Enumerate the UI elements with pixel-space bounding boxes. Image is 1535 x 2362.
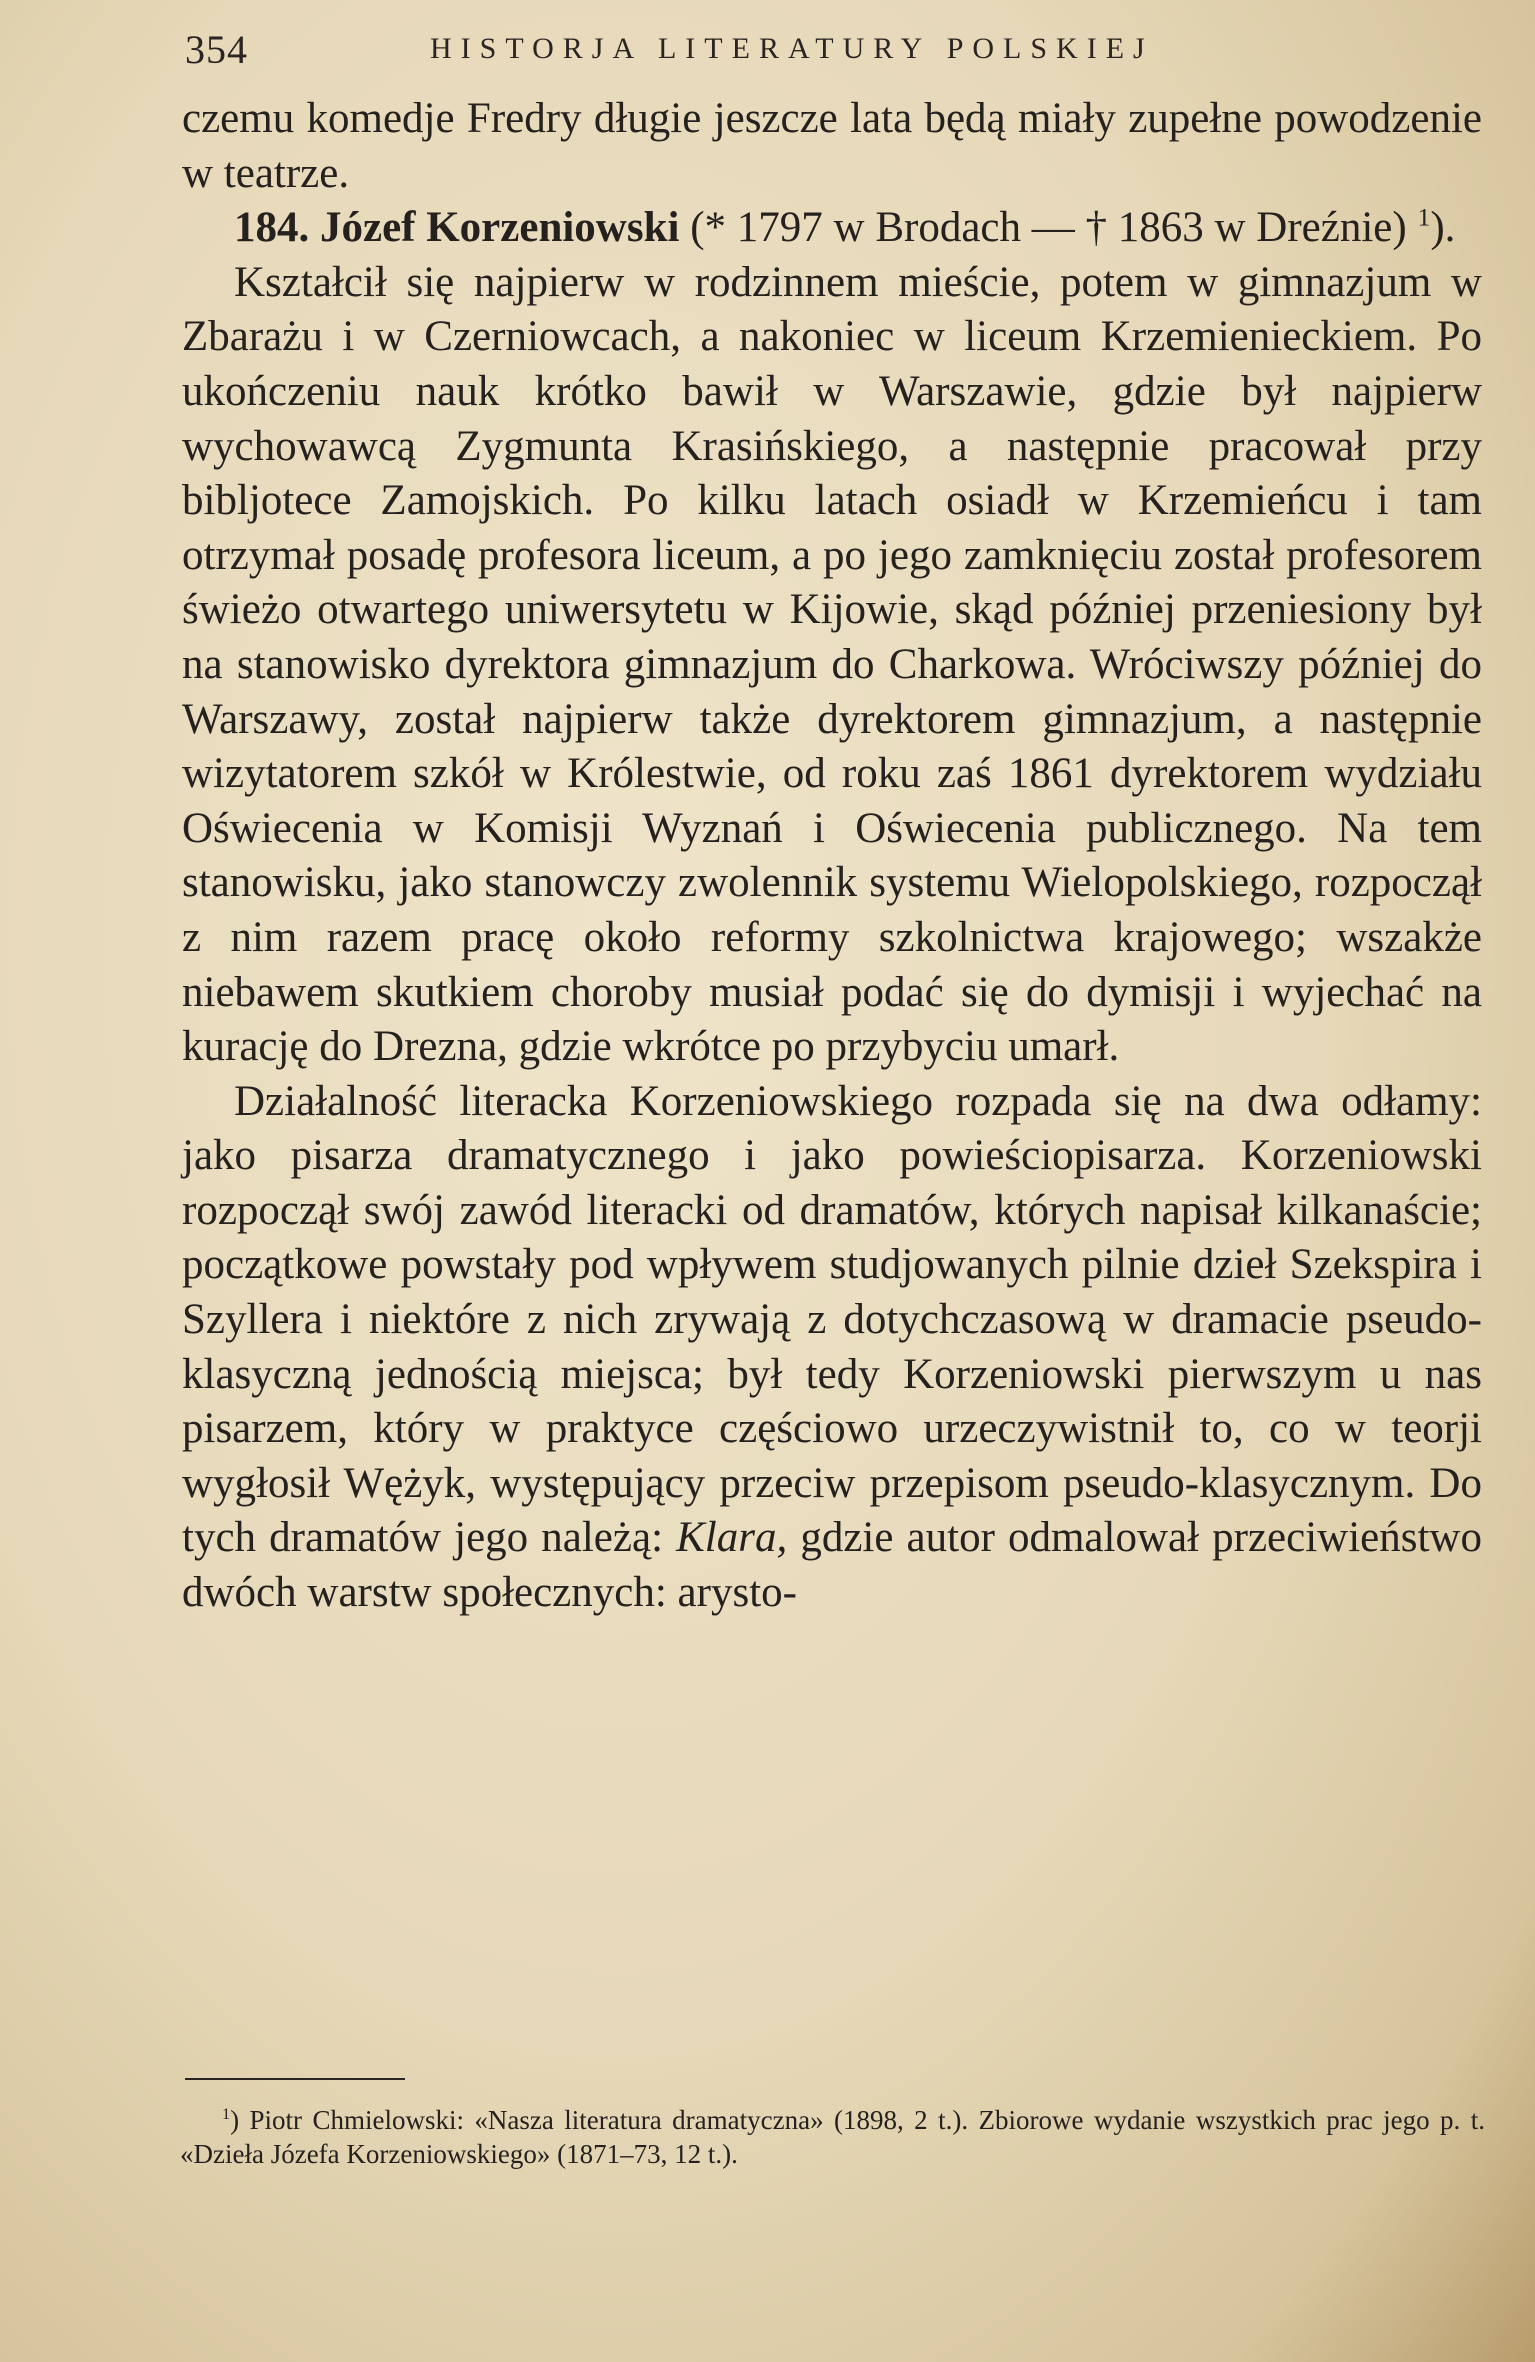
main-text: [182, 92, 1482, 1621]
page-number: 354: [185, 27, 248, 72]
work-title: Klara,: [676, 1514, 788, 1562]
section-dates: (* 1797 w Brodach — † 1863 w Dreźnie): [690, 204, 1407, 252]
paragraph-continuation: czemu komedje Fredry długie jeszcze lata będą miały zupełne powodzenie w teatrze.: [182, 95, 1482, 197]
footnote-divider: [185, 2078, 405, 2080]
section-number: 184.: [234, 204, 310, 252]
footnote-reference: 1: [1417, 202, 1431, 232]
paragraph-literary-activity: Działalność literacka Korzeniowskiego rozpada się na dwa odłamy: jako pisarza dramatycznego i jako powieściopisarza. Korzeniowski rozpoczął swój zawód literacki od dramatów, których napisał kilkanaście; początkowe powstały pod wpływem studjowanych pilnie dzieł Szekspira i Szyllera i niektóre z nich zrywają z dotychczasową w dramacie pseudo-klasyczną jednością miejsca; był tedy Korzeniowski pierwszym u nas pisarzem, który w praktyce częściowo urzeczywistnił to, co w teorji wygłosił Wężyk, występujący przeciw przepisom pseudo-klasycznym. Do tych dramatów jego należą: Klara, gdzie autor odmalował przeciwieństwo dwóch warstw społecznych: arysto-: [182, 1077, 1482, 1617]
footnote-mark: 1: [222, 2105, 231, 2123]
section-author-name: Józef Korzeniowski: [320, 204, 680, 252]
paragraph-biography: Kształcił się najpierw w rodzinnem mieście, potem w gimnazjum w Zbarażu i w Czerniowcach, a nakoniec w liceum Krzemienieckiem. Po ukończeniu nauk krótko bawił w Warszawie, gdzie był najpierw wychowawcą Zygmunta Krasińskiego, a następnie pracował przy bibljotece Zamojskich. Po kilku latach osiadł w Krzemieńcu i tam otrzymał posadę profesora liceum, a po jego zamknięciu został profesorem świeżo otwartego uniwersytetu w Kijowie, skąd później przeniesiony był na stanowisko dyrektora gimnazjum do Charkowa. Wróciwszy później do Warszawy, został najpierw także dyrektorem gimnazjum, a następnie wizytatorem szkół w Królestwie, od roku zaś 1861 dyrektorem wydziału Oświecenia w Komisji Wyznań i Oświecenia publicznego. Na tem stanowisku, jako stanowczy zwolennik systemu Wielopolskiego, rozpoczął z nim razem pracę około reformy szkolnictwa krajowego; wszakże niebawem skutkiem choroby musiał podać się do dymisji i wyjechać na kurację do Drezna, gdzie wkrótce po przybyciu umarł.: [182, 258, 1482, 1071]
section-heading-end: ).: [1430, 204, 1456, 252]
running-title: HISTORJA LITERATURY POLSKIEJ: [430, 32, 1154, 65]
page-header: [0, 26, 1535, 86]
section-heading: [182, 201, 1482, 256]
footnote: [180, 2103, 1485, 2171]
footnote-mark-close: ): [230, 2105, 240, 2135]
footnote-text: Piotr Chmielowski: «Nasza literatura dramatyczna» (1898, 2 t.). Zbiorowe wydanie wszystkich prac jego p. t. «Dzieła Józefa Korzeniowskiego» (1871–73, 12 t.).: [180, 2105, 1485, 2169]
